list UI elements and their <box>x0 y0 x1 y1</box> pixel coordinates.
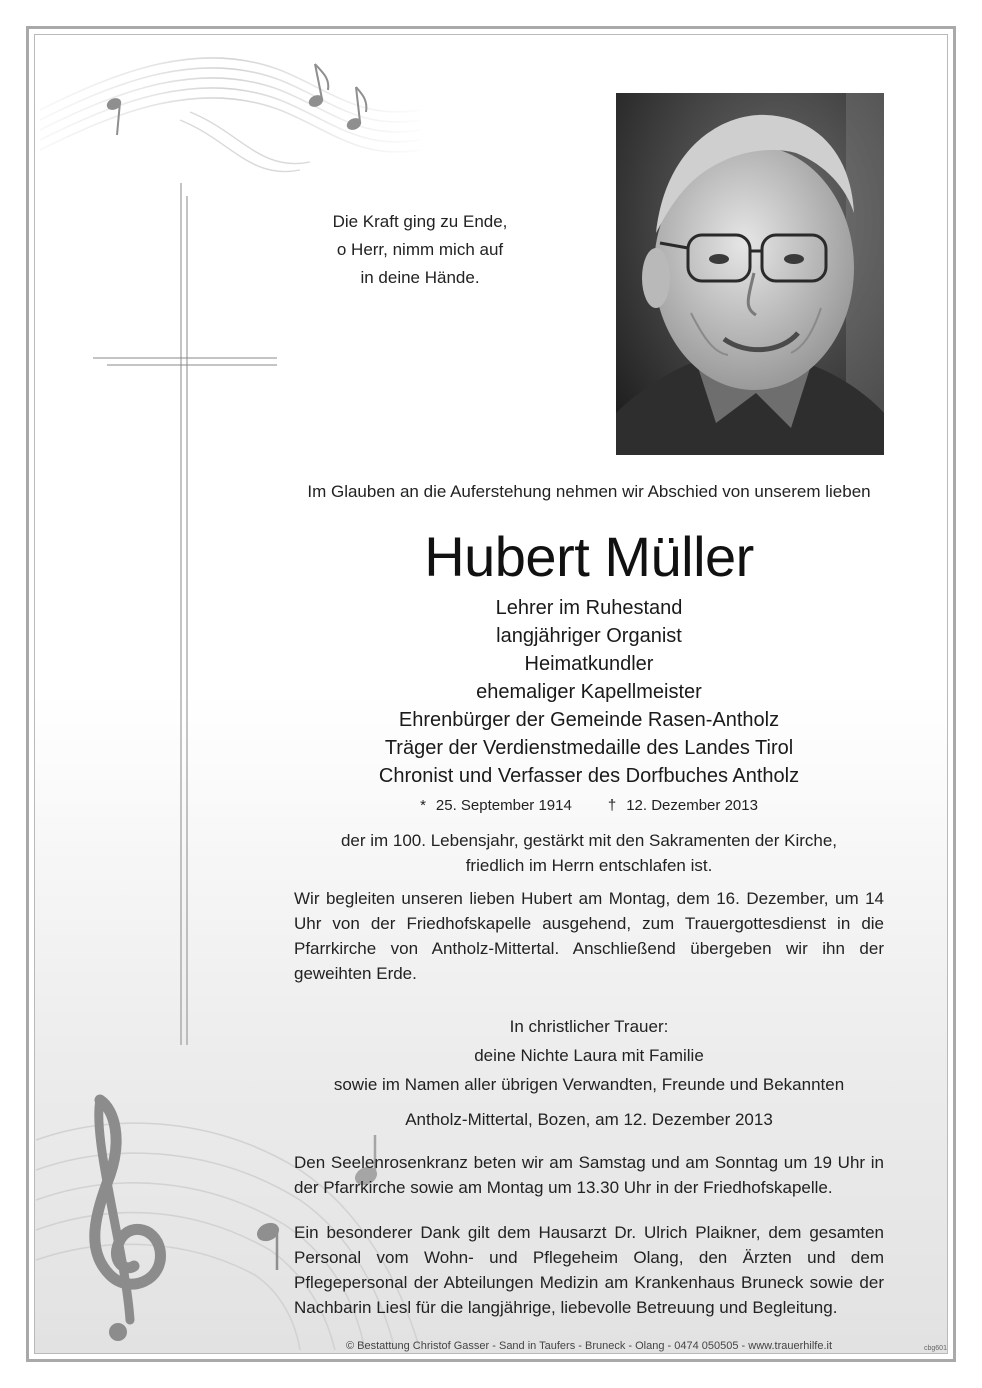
portrait-illustration <box>616 93 884 455</box>
template-code: cbg601 <box>924 1345 947 1352</box>
verse-line: o Herr, nimm mich auf <box>336 240 504 259</box>
footer-credit: © Bestattung Christof Gasser - Sand in Taufers - Bruneck - Olang - 0474 050505 - www.trauerhilfe.it <box>345 1340 833 1352</box>
title-line: Ehrenbürger der Gemeinde Rasen-Antholz <box>398 709 780 731</box>
passing-line: der im 100. Lebensjahr, gestärkt mit den Sakramenten der Kirche, <box>340 831 838 850</box>
treble-clef-icon <box>95 1100 161 1341</box>
cross-icon <box>93 183 277 1045</box>
mourners-line: In christlicher Trauer: <box>509 1017 669 1036</box>
bible-verse <box>300 208 540 292</box>
music-staff-top <box>40 58 420 152</box>
title-line: langjähriger Organist <box>496 625 682 647</box>
title-line: ehemaliger Kapellmeister <box>476 681 702 703</box>
birth-date: 25. September 1914 <box>435 797 572 814</box>
life-dates <box>294 797 884 814</box>
deceased-name: Hubert Müller <box>424 525 754 588</box>
verse-line: Die Kraft ging zu Ende, <box>332 212 508 231</box>
mourners-line: deine Nichte Laura mit Familie <box>474 1046 704 1065</box>
music-staff-top-lower <box>180 112 310 172</box>
music-note-icon <box>255 1220 282 1270</box>
place-date: Antholz-Mittertal, Bozen, am 12. Dezember 2013 <box>405 1110 773 1129</box>
mourners-block <box>294 1012 884 1099</box>
music-note-icon <box>346 87 367 131</box>
funeral-paragraph: Wir begleiten unseren lieben Hubert am Montag, dem 16. Dezember, um 14 Uhr von der Friedhofskapelle ausgehend, zum Trauergottesdienst in die Pfarrkirche von Antholz-Mittertal. Anschließend übergeben wir ihn der geweihten Erde. <box>294 889 884 983</box>
birth-symbol: * <box>420 797 426 814</box>
death-symbol: † <box>607 797 617 814</box>
title-line: Lehrer im Ruhestand <box>495 597 683 619</box>
verse-line: in deine Hände. <box>360 268 480 287</box>
deceased-titles <box>294 594 884 790</box>
title-line: Heimatkundler <box>524 653 654 675</box>
thanks-paragraph: Ein besonderer Dank gilt dem Hausarzt Dr. Ulrich Plaikner, dem gesamten Personal vom Wohn- und Pflegeheim Olang, den Ärzten und dem Pflegepersonal der Abteilungen Medizin am Krankenhaus Bruneck sowie der Nachbarin Liesl für die langjährige, liebevolle Betreuung und Begleitung. <box>294 1223 884 1317</box>
passing-text <box>294 828 884 878</box>
mourners-line: sowie im Namen aller übrigen Verwandten, Freunde und Bekannten <box>333 1075 845 1094</box>
portrait-photo <box>616 93 884 455</box>
intro-line: Im Glauben an die Auferstehung nehmen wir Abschied von unserem lieben <box>307 482 871 501</box>
rosary-paragraph: Den Seelenrosenkranz beten wir am Samstag und am Sonntag um 19 Uhr in der Pfarrkirche sowie am Montag um 13.30 Uhr in der Friedhofskapelle. <box>294 1153 884 1197</box>
title-line: Chronist und Verfasser des Dorfbuches Antholz <box>378 765 800 787</box>
death-date: 12. Dezember 2013 <box>626 797 758 814</box>
passing-line: friedlich im Herrn entschlafen ist. <box>465 856 713 875</box>
title-line: Träger der Verdienstmedaille des Landes Tirol <box>384 737 794 759</box>
